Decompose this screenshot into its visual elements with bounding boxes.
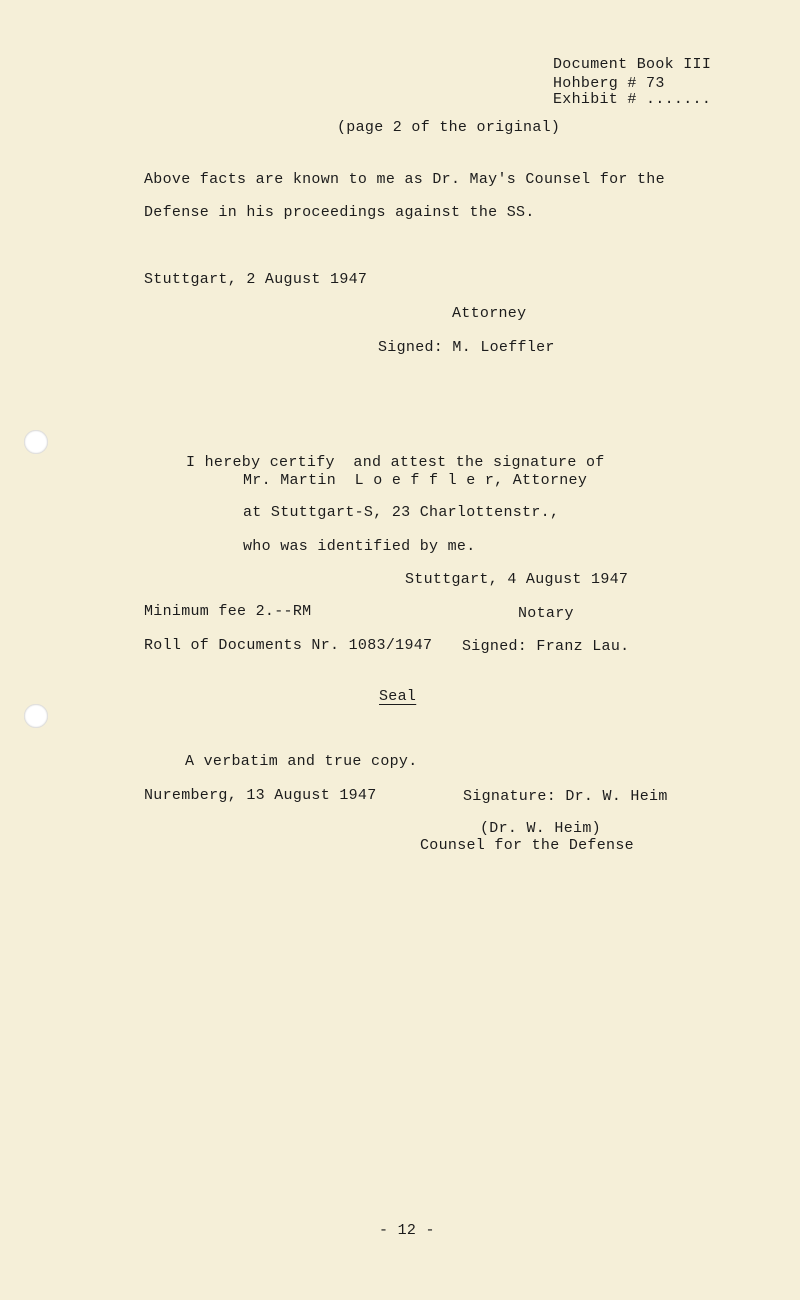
certification-signature: Signature: Dr. W. Heim [463, 788, 668, 805]
body-paragraph-line-2: Defense in his proceedings against the SS. [144, 204, 535, 221]
notary-title: Notary [518, 605, 574, 622]
notary-place-date: Stuttgart, 4 August 1947 [405, 571, 629, 588]
attorney-signature: Signed: M. Loeffler [378, 339, 555, 356]
certification-place-date: Nuremberg, 13 August 1947 [144, 787, 377, 804]
header-hohberg-number: Hohberg # 73 [553, 75, 665, 92]
notary-line-4: who was identified by me. [243, 538, 476, 555]
notary-fee: Minimum fee 2.--RM [144, 603, 312, 620]
page-number: - 12 - [379, 1222, 435, 1239]
punch-hole-bottom [24, 704, 48, 728]
notary-signature: Signed: Franz Lau. [462, 638, 630, 655]
notary-roll-of-documents: Roll of Documents Nr. 1083/1947 [144, 637, 433, 654]
notary-line-3: at Stuttgart-S, 23 Charlottenstr., [243, 504, 560, 521]
header-document-book: Document Book III [553, 56, 712, 73]
certification-copy-line: A verbatim and true copy. [185, 753, 418, 770]
notary-line-1: I hereby certify and attest the signature of [186, 454, 605, 471]
body-paragraph-line-1: Above facts are known to me as Dr. May's Counsel for the [144, 171, 665, 188]
punch-hole-top [24, 430, 48, 454]
certification-role: Counsel for the Defense [420, 837, 634, 854]
attorney-role: Attorney [452, 305, 527, 322]
seal-label: Seal [379, 688, 417, 705]
attorney-place-date: Stuttgart, 2 August 1947 [144, 271, 368, 288]
header-exhibit-number: Exhibit # ....... [553, 91, 712, 108]
page-note: (page 2 of the original) [337, 119, 561, 136]
certification-name: (Dr. W. Heim) [480, 820, 601, 837]
notary-line-2: Mr. Martin L o e f f l e r, Attorney [243, 472, 588, 489]
